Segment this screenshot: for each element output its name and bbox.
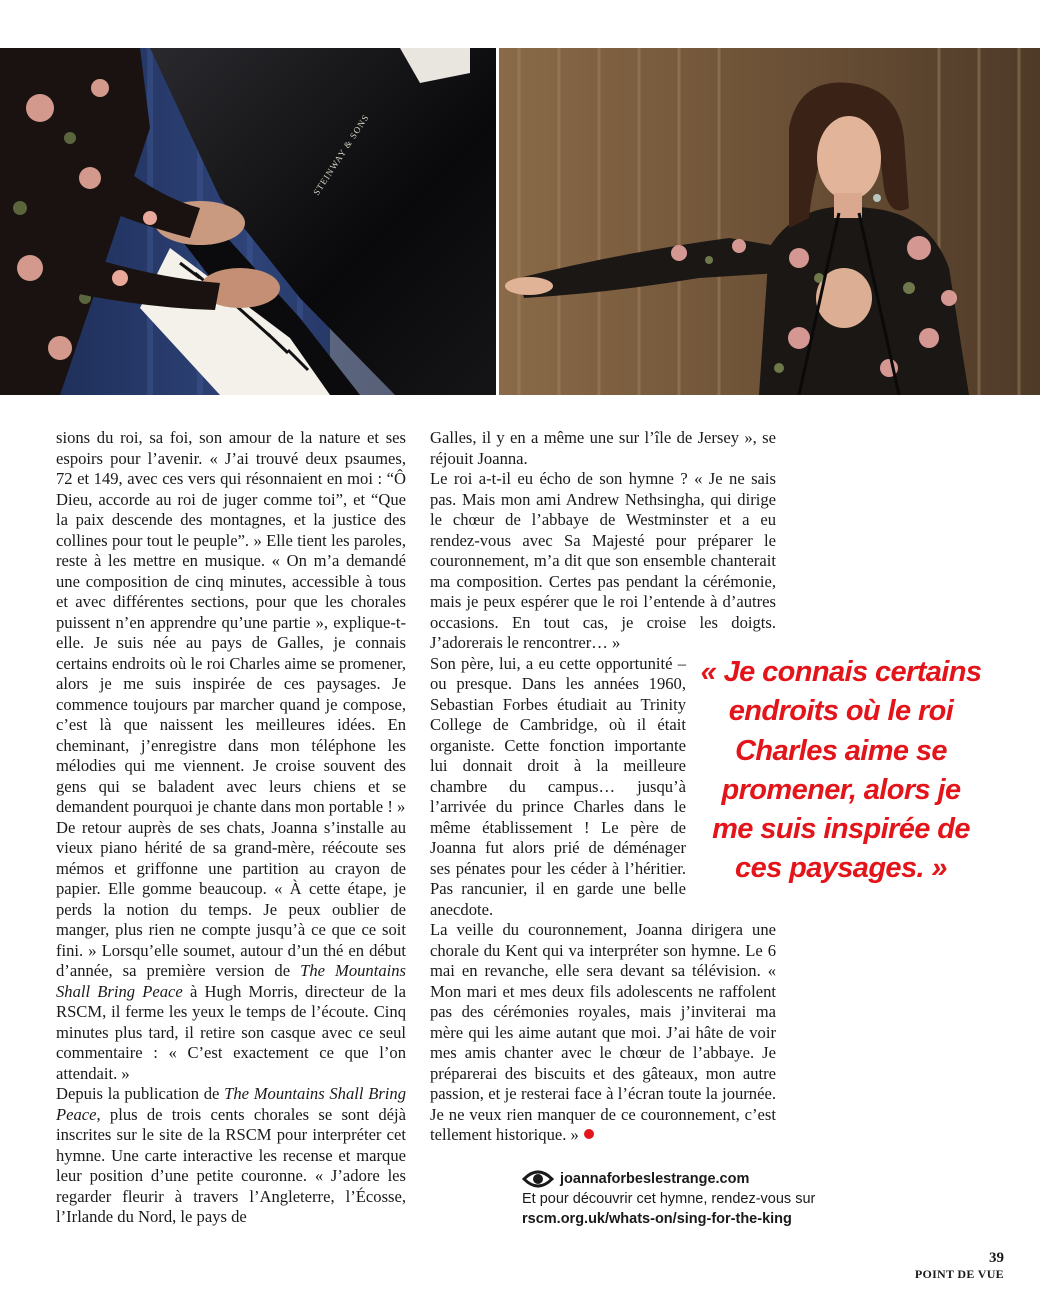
magazine-name: POINT DE VUE <box>914 1267 1004 1281</box>
page-number: 39 <box>989 1250 1004 1266</box>
website-link[interactable]: joannaforbeslestrange.com <box>560 1171 750 1187</box>
paragraph: Depuis la publication de The Mountains Shall Bring Peace, plus de trois cents chorales se sont déjà inscrites sur le site de la RSCM pour interpréter cet hymne. Une carte interactive les recense et marque leur position d’une petite couronne. « J’adore les regarder fleurir à travers l’Angleterre, l’Écosse, l’Irlande du Nord, le pays de <box>56 1084 406 1226</box>
hymn-title: The Mountains Shall Bring Peace <box>56 961 406 1001</box>
pull-quote: « Je connais certains endroits où le roi Charles aime se promener, alors je me suis inspirée de ces paysages. » <box>700 656 982 885</box>
info-box <box>522 1169 852 1229</box>
end-dot <box>584 1129 594 1139</box>
photo-singer <box>499 48 1040 395</box>
article-column-left <box>56 428 406 1228</box>
photo-pianist <box>0 48 496 395</box>
eye-icon <box>522 1169 554 1189</box>
folio <box>915 1250 1004 1281</box>
hymn-title: The Mountains Shall Bring Peace <box>56 1084 406 1124</box>
paragraph: De retour auprès de ses chats, Joanna s’installe au vieux piano hérité de sa grand-mère, réécoute ses mémos et griffonne une partition au crayon de papier. Elle gomme beaucoup. « À cette étape, je perds la notion du temps. Je peux oublier de manger, plus rien ne compte jusqu’à ce que ce soit fini. » Lorsqu’elle soumet, autour d’un thé en début d’année, sa première version de The Mountains Shall Bring Peace à Hugh Morris, directeur de la RSCM, il ferme les yeux le temps de l’écoute. Cinq minutes plus tard, il retire son casque avec ce seul commentaire : « C’est exactement ce que l’on attendait. » <box>56 817 406 1083</box>
steinway-logo-text: STEINWAY & SONS <box>311 112 371 197</box>
paragraph: La veille du couronnement, Joanna dirigera une chorale du Kent qui va interpréter son hymne. Le 6 mai en revanche, elle sera devant sa télévision. « Mon mari et mes deux fils adolescents ne raffolent pas des cérémonies royales, mais j’inviterai ma mère qui les aime autant que moi. J’ai hâte de voir mes amis chanter avec le chœur de l’abbaye. Je préparerai des biscuits et des gâteaux, mon autre passion, et je resterai face à l’écran toute la journée. Je ne veux rien manquer de ce couronnement, c’est tellement historique. » <box>430 920 776 1144</box>
paragraph: Le roi a-t-il eu écho de son hymne ? « Je ne sais pas. Mais mon ami Andrew Nethsingha, qui dirige le chœur de l’abbaye de Westminster et a eu rendez-vous avec Sa Majesté pour préparer le couronnement, m’a dit que son ensemble chanterait ma composition. Certes pas pendant la cérémonie, mais je peux espérer que le roi l’entende à d’autres occasions. En tout cas, je croise les doigts. J’adorerais le rencontrer… » <box>430 469 776 652</box>
paragraph: sions du roi, sa foi, son amour de la nature et ses espoirs pour l’avenir. « J’ai trouvé deux psaumes, 72 et 149, avec ces vers qui résonnaient en moi : “Ô Dieu, accorde au roi de juger comme toi”, et “Que la paix descende des montagnes, et la justice des collines pour tout le peuple”. » Elle tient les paroles, reste à les mettre en musique. « On m’a demandé une composition de cinq minutes, accessible à tous et avec différentes sections, pour que les chorales puissent n’en apprendre qu’une partie », explique-t-elle. Je suis née au pays de Galles, je connais certains endroits où le roi Charles aime se promener, alors je me suis inspirée de ces paysages. Je commence toujours par marcher quand je compose, c’est là que naissent les meilleures idées. En cheminant, j’enregistre dans mon téléphone les mélodies qui me viennent. Je croise souvent des gens qui se baladent avec leurs chiens et se demandent pourquoi je chante dans mon portable ! » <box>56 428 406 816</box>
hymn-link[interactable]: rscm.org.uk/whats-on/sing-for-the-king <box>522 1211 792 1227</box>
paragraph: Son père, lui, a eu cette opportunité – ou presque. Dans les années 1960, Sebastian Forbes étudiait au Trinity College de Cambridge, où il était organiste. Cette fonction importante lui donnait droit à la meilleure chambre du campus… jusqu’à l’arrivée du prince Charles dans le même établissement ! Le père de Joanna fut alors prié de déménager ses pénates pour les céder à l’héritier. Pas rancunier, il en garde une belle anecdote. <box>430 653 686 919</box>
info-text: Et pour découvrir cet hymne, rendez-vous sur rscm.org.uk/whats-on/sing-for-the-king <box>522 1191 816 1227</box>
paragraph: Galles, il y en a même une sur l’île de Jersey », se réjouit Joanna. <box>430 428 776 468</box>
